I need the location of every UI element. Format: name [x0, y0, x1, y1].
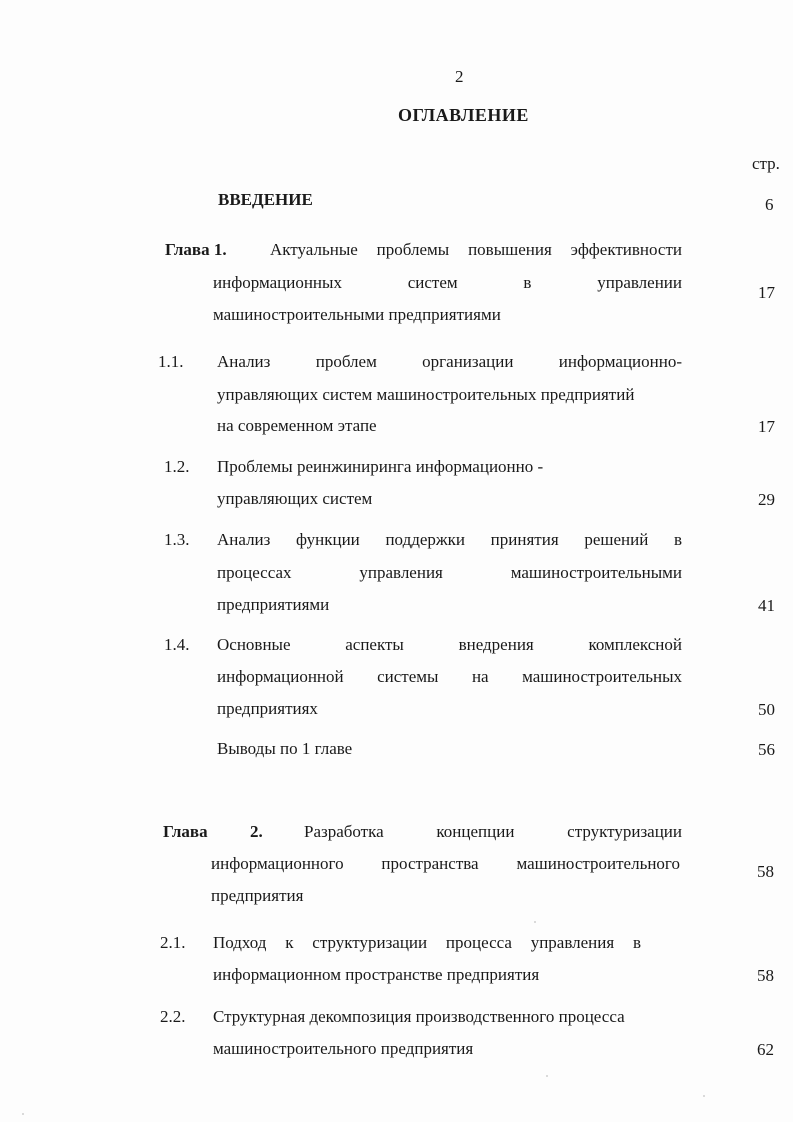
chapter-1-title-line: машиностроительными предприятиями — [213, 305, 501, 324]
conclusions-label: Выводы по 1 главе — [217, 739, 353, 758]
section-page: 62 — [757, 1040, 774, 1059]
section-title-line: предприятиями — [217, 595, 330, 614]
page-column-label: стр. — [752, 154, 780, 173]
section-title-line: Проблемы реинжиниринга информационно - — [217, 457, 544, 476]
section-title-line: на современном этапе — [217, 416, 377, 435]
section-number: 1.2. — [164, 457, 190, 476]
chapter-2-title-line: Разработка концепции структуризации — [304, 822, 682, 841]
chapter-1-label: Глава 1. — [165, 240, 227, 259]
chapter-2-number: 2. — [250, 822, 263, 841]
section-title-line: машиностроительного предприятия — [213, 1039, 474, 1058]
section-number: 1.3. — [164, 530, 190, 549]
section-title-line: Анализ проблем организации информационно- — [217, 352, 682, 371]
section-number: 2.1. — [160, 933, 186, 952]
chapter-2-title-line: информационного пространства машиностроительного — [211, 854, 680, 873]
introduction-page: 6 — [765, 195, 774, 214]
section-title-line: Основные аспекты внедрения комплексной — [217, 635, 682, 654]
section-title-line: Подход к структуризации процесса управления в — [213, 933, 641, 952]
section-page: 41 — [758, 596, 775, 615]
section-number: 1.4. — [164, 635, 190, 654]
section-title-line: управляющих систем машиностроительных предприятий — [217, 385, 635, 404]
chapter-1-title-line: Актуальные проблемы повышения эффективности — [270, 240, 682, 259]
section-page: 17 — [758, 417, 775, 436]
scan-speck — [546, 1075, 548, 1077]
chapter-1-page: 17 — [758, 283, 775, 302]
scan-speck — [534, 921, 536, 923]
section-number: 1.1. — [158, 352, 184, 371]
section-title-line: предприятиях — [217, 699, 318, 718]
conclusions-page: 56 — [758, 740, 775, 759]
section-title-line: информационной системы на машиностроительных — [217, 667, 682, 686]
chapter-2-title-line: предприятия — [211, 886, 304, 905]
section-title-line: Структурная декомпозиция производственного процесса — [213, 1007, 625, 1026]
section-title-line: управляющих систем — [217, 489, 373, 508]
introduction-label: ВВЕДЕНИЕ — [218, 190, 313, 209]
section-page: 50 — [758, 700, 775, 719]
section-title-line: процессах управления машиностроительными — [217, 563, 682, 582]
chapter-2-label: Глава — [163, 822, 208, 841]
page-number: 2 — [455, 67, 464, 86]
section-title-line: информационном пространстве предприятия — [213, 965, 540, 984]
section-title-line: Анализ функции поддержки принятия решений в — [217, 530, 682, 549]
page-title: ОГЛАВЛЕНИЕ — [398, 105, 529, 125]
scan-speck — [703, 1095, 705, 1097]
chapter-1-title-line: информационных систем в управлении — [213, 273, 682, 292]
section-page: 58 — [757, 966, 774, 985]
section-page: 29 — [758, 490, 775, 509]
chapter-2-page: 58 — [757, 862, 774, 881]
scan-speck — [22, 1113, 24, 1115]
section-number: 2.2. — [160, 1007, 186, 1026]
